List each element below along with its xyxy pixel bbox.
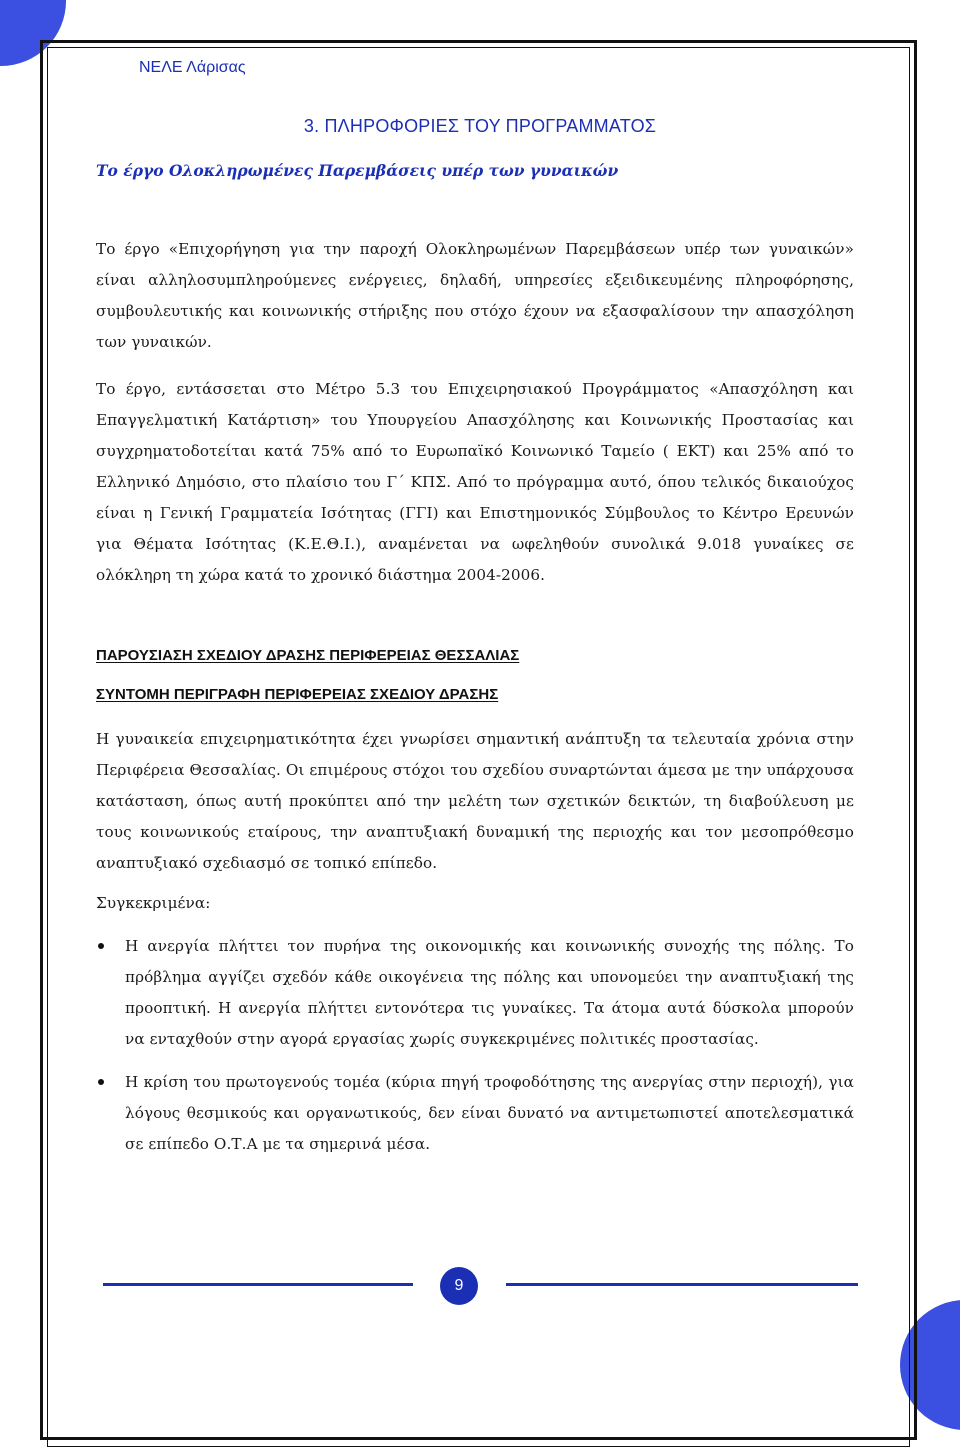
bullet-list	[96, 931, 854, 1160]
intro-paragraph: Το έργο «Επιχορήγηση για την παροχή Ολοκληρωμένων Παρεμβάσεων υπέρ των γυναικών» είναι αλληλοσυμπληρούμενες ενέργειες, δηλαδή, υπηρεσίες εξειδικευμένης πληροφόρησης, συμβουλευτικής και κοινωνικής στήριξης που στόχο έχουν να εξασφαλίσουν την απασχόληση των γυναικών.	[96, 240, 854, 351]
funding-paragraph: Το έργο, εντάσσεται στο Μέτρο 5.3 του Επιχειρησιακού Προγράμματος «Απασχόληση και Επαγγελματική Κατάρτιση» του Υπουργείου Απασχόλησης και Κοινωνικής Προστασίας και συγχρηματοδοτείται κατά 75% από το Ευρωπαϊκό Κοινωνικό Ταμείο ( ΕΚΤ) και 25% από το Ελληνικό Δημόσιο, στο πλαίσιο του Γ΄ ΚΠΣ. Από το πρόγραμμα αυτό, όπου τελικός δικαιούχος είναι η Γενική Γραμματεία Ισότητας (ΓΓΙ) και Επιστημονικός Σύμβουλος το Κέντρο Ερευνών για Θέματα Ισότητας (Κ.Ε.Θ.Ι.), αναμένεται να ωφεληθούν συνολικά 9.018 γυναίκες σε ολόκληρη τη χώρα κατά το χρονικό διάστημα 2004-2006.	[96, 380, 854, 584]
list-item	[96, 931, 854, 1055]
plan-paragraph: Η γυναικεία επιχειρηματικότητα έχει γνωρίσει σημαντική ανάπτυξη τα τελευταία χρόνια στην Περιφέρεια Θεσσαλίας. Οι επιμέρους στόχοι του σχεδίου συναρτώνται άμεσα με την υπάρχουσα κατάσταση, όπως αυτή προκύπτει από την μελέτη των σχετικών δεικτών, τη διαβούλευση με τους κοινωνικούς εταίρους, την αναπτυξιακή δυναμική της περιοχής και τον μεσοπρόθεσμο αναπτυξιακό σχεδιασμό σε τοπικό επίπεδο.	[96, 730, 854, 872]
header-organization: ΝΕΛΕ Λάρισας	[139, 59, 246, 76]
footer-rule-left	[103, 1283, 413, 1286]
plan-heading: ΠΑΡΟΥΣΙΑΣΗ ΣΧΕΔΙΟΥ ΔΡΑΣΗΣ ΠΕΡΙΦΕΡΕΙΑΣ ΘΕΣΣΑΛΙΑΣ	[96, 647, 520, 664]
project-subheading: Το έργο Ολοκληρωμένες Παρεμβάσεις υπέρ των γυναικών	[96, 161, 619, 180]
bullet-text: Η κρίση του πρωτογενούς τομέα (κύρια πηγή τροφοδότησης της ανεργίας στην περιοχή), για λόγους θεσμικούς και οργανωτικούς, δεν είναι δυνατό να αντιμετωπιστεί αποτελεσματικά σε επίπεδο Ο.Τ.Α με τα σημερινά μέσα.	[125, 1073, 854, 1153]
bullet-icon	[98, 1079, 104, 1085]
section-heading: 3. ΠΛΗΡΟΦΟΡΙΕΣ ΤΟΥ ΠΡΟΓΡΑΜΜΑΤΟΣ	[303, 116, 657, 136]
bullet-icon	[98, 943, 104, 949]
footer-rule-right	[506, 1283, 858, 1286]
list-item	[96, 1067, 854, 1160]
plan-description-heading: ΣΥΝΤΟΜΗ ΠΕΡΙΓΡΑΦΗ ΠΕΡΙΦΕΡΕΙΑΣ ΣΧΕΔΙΟΥ ΔΡΑΣΗΣ	[96, 686, 499, 703]
page-number-badge: 9	[440, 1267, 478, 1305]
specifically-label: Συγκεκριμένα:	[96, 894, 211, 912]
bullet-text: Η ανεργία πλήττει τον πυρήνα της οικονομικής και κοινωνικής συνοχής της πόλης. Το πρόβλημα αγγίζει σχεδόν κάθε οικογένεια της πόλης και υπονομεύει την αναπτυξιακή της προοπτική. Η ανεργία πλήττει εντονότερα τις γυναίκες. Τα άτομα αυτά δύσκολα μπορούν να ενταχθούν στην αγορά εργασίας χωρίς συγκεκριμένες πολιτικές προστασίας.	[125, 937, 854, 1048]
